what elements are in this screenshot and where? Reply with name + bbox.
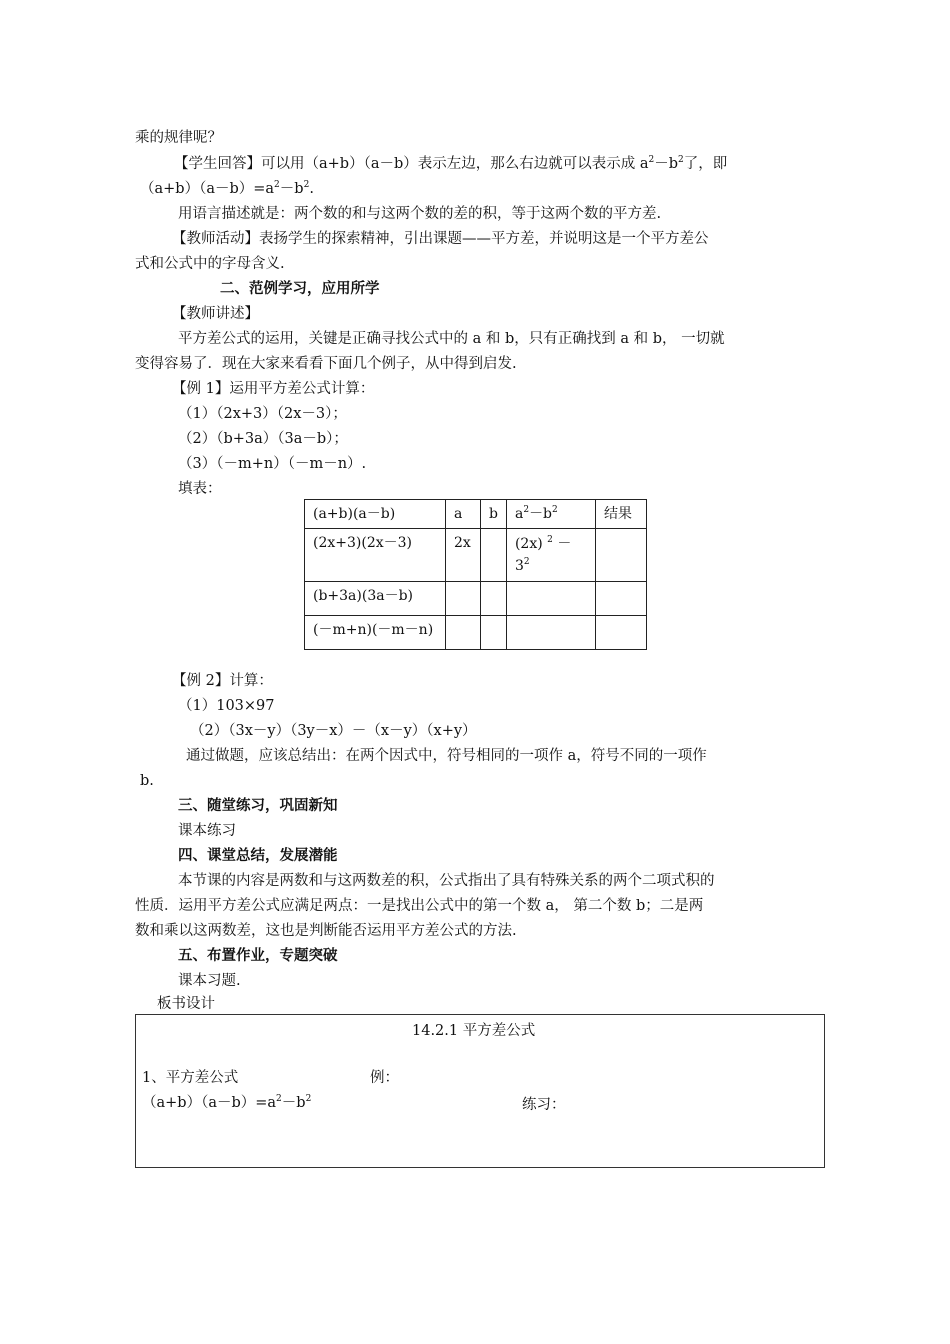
text-line: 【教师活动】表扬学生的探索精神，引出课题——平方差，并说明这是一个平方差公 (172, 231, 709, 247)
table-header: 结果 (595, 500, 646, 529)
table-cell (506, 616, 595, 650)
table-cell (446, 582, 481, 616)
fill-in-table (304, 499, 647, 650)
table-cell (506, 582, 595, 616)
table-header: $a^2-b^2$ (506, 500, 595, 529)
text-line: 板书设计 (157, 996, 215, 1012)
table-cell (481, 529, 507, 582)
text-line: 【例 1】运用平方差公式计算： (172, 381, 375, 397)
text-line: 通过做题，应该总结出：在两个因式中，符号相同的一项作 a，符号不同的一项作 (186, 748, 707, 764)
exercise-item: （1）（2x+3）（2x－3）； (178, 406, 347, 422)
text-line: 填表： (178, 481, 222, 497)
text-line: 用语言描述就是：两个数的和与这两个数的差的积，等于这两个数的平方差. (178, 206, 662, 222)
text-line: 乘的规律呢？ (135, 130, 222, 146)
table-row (305, 529, 647, 582)
table-header: (a+b)(a－b) (305, 500, 446, 529)
section-heading: 二、范例学习，应用所学 (220, 280, 380, 297)
table-cell (446, 616, 481, 650)
exercise-item: （3）（－m+n）（－m－n）. (178, 456, 367, 472)
text-line: 【教师讲述】 (172, 306, 259, 322)
section-heading: 五、布置作业，专题突破 (178, 947, 338, 964)
text-line: 课本习题. (178, 973, 241, 989)
table-header: a (446, 500, 481, 529)
table-cell (595, 529, 646, 582)
table-header: b (481, 500, 507, 529)
table-cell: (b+3a)(3a－b) (305, 582, 446, 616)
section-heading: 三、随堂练习，巩固新知 (178, 797, 338, 814)
table-cell: (2x+3)(2x－3) (305, 529, 446, 582)
text-line: 数和乘以这两数差，这也是判断能否运用平方差公式的方法. (135, 923, 517, 939)
exercise-item: （2）（3x－y）（3y－x）－（x－y）（x+y） (190, 723, 477, 739)
text-line: 本节课的内容是两数和与这两数差的积，公式指出了具有特殊关系的两个二项式积的 (178, 873, 715, 889)
text-line: 【学生回答】可以用（a+b）（a－b）表示左边，那么右边就可以表示成 $a^2-b^2$了，即 (174, 155, 728, 172)
table-row (305, 582, 647, 616)
blackboard-design-box (135, 1014, 825, 1168)
table-cell: (－m+n)(－m－n) (305, 616, 446, 650)
exercise-item: （1）103×97 (178, 698, 275, 714)
exercise-item: （2）（b+3a）（3a－b）； (178, 431, 348, 447)
text-line: $(a+b)(a-b)=a^2-b^2$. (140, 180, 314, 197)
table-row (305, 500, 647, 529)
board-formula: $(a+b)(a-b)=a^2-b^2$ (142, 1094, 312, 1111)
text-line: 【例 2】计算： (172, 673, 273, 689)
board-practice-label: 练习： (522, 1097, 566, 1113)
table-cell (481, 616, 507, 650)
table-cell: 2x (446, 529, 481, 582)
table-cell (595, 582, 646, 616)
board-item: 1、平方差公式 (142, 1070, 239, 1086)
table-row (305, 616, 647, 650)
text-line: 式和公式中的字母含义. (135, 256, 285, 272)
section-heading: 四、课堂总结，发展潜能 (178, 847, 338, 864)
text-line: 变得容易了．现在大家来看看下面几个例子，从中得到启发. (135, 356, 517, 372)
board-title: 14.2.1 平方差公式 (412, 1023, 536, 1039)
table-cell: (2x) $^2$ － $3^2$ (506, 529, 595, 582)
text-line: 平方差公式的运用，关键是正确寻找公式中的 a 和 b，只有正确找到 a 和 b， 一切就 (178, 331, 725, 347)
text-line: 性质．运用平方差公式应满足两点：一是找出公式中的第一个数 a， 第二个数 b；二是两 (135, 898, 704, 914)
table-cell (595, 616, 646, 650)
text-line: b. (140, 773, 154, 789)
text-line: 课本练习 (178, 823, 236, 839)
table-cell (481, 582, 507, 616)
board-example-label: 例： (370, 1070, 399, 1086)
